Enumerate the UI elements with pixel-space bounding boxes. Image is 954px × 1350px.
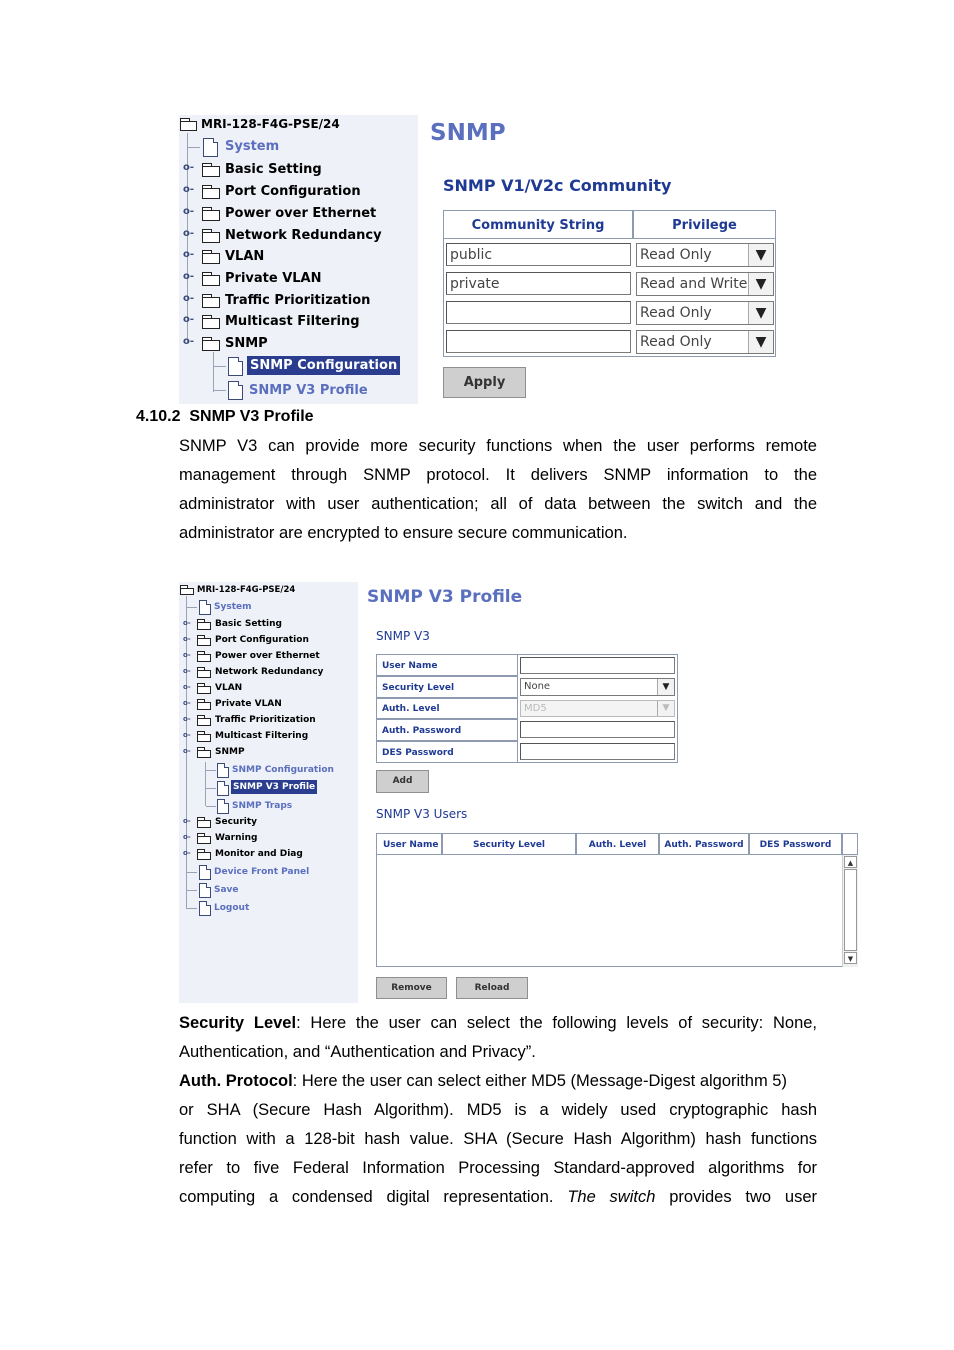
tree-item-logout[interactable]: Logout [214,903,250,913]
intro-paragraph [179,432,817,548]
folder-icon [197,651,211,662]
folder-icon [180,585,194,595]
tree-item-system[interactable]: System [225,139,280,154]
folder-icon [202,272,220,286]
folder-icon [202,294,220,308]
tree-item-multicast-filtering[interactable]: Multicast Filtering [215,731,309,741]
column-header: Auth. Level [576,833,659,855]
tree-item-power-over-ethernet[interactable]: Power over Ethernet [225,206,377,221]
paragraph-text: : Here the user can select the following levels of security: None, [296,1014,818,1032]
folder-icon [180,118,197,131]
page-icon [228,357,243,376]
page-icon [217,763,229,778]
privilege-value: Read Only [640,334,712,350]
tree-item-snmp[interactable]: SNMP [225,336,268,351]
user-name-label: User Name [376,654,518,676]
community-string-input[interactable] [446,301,631,324]
add-button[interactable]: Add [376,770,429,793]
tree-item-snmp-v3-profile[interactable]: SNMP V3 Profile [233,782,316,792]
tree-item-port-configuration[interactable]: Port Configuration [225,184,361,199]
privilege-value: Read Only [640,247,712,263]
column-header: Auth. Password [659,833,749,855]
chevron-down-icon[interactable]: ▼ [748,331,773,353]
folder-icon [197,849,211,860]
tree-item-snmp-v3-profile[interactable]: SNMP V3 Profile [249,383,368,398]
column-header: Community String [443,210,633,239]
auth-level-value: MD5 [524,703,547,714]
tree-root[interactable]: MRI-128-F4G-PSE/24 [201,117,340,131]
folder-icon [197,635,211,646]
paragraph-line: or SHA (Secure Hash Algorithm). MD5 is a widely used cryptographic hash [179,1101,817,1119]
scroll-up-icon[interactable]: ▲ [844,856,857,868]
section-title: SNMP V1/V2c Community [443,176,672,195]
auth-level-select[interactable] [520,700,675,717]
security-level-paragraph [179,1009,817,1067]
term-security-level: Security Level [179,1014,297,1032]
tree-item-snmp-traps[interactable]: SNMP Traps [232,801,293,811]
des-password-input[interactable] [520,743,675,760]
italic-text: The switch [567,1188,656,1206]
section-heading: 4.10.2 SNMP V3 Profile [136,408,314,425]
community-string-input[interactable]: private [446,272,631,295]
security-level-select[interactable] [520,678,675,696]
section-title: SNMP V3 [376,629,430,643]
security-level-value: None [524,681,551,692]
folder-open-icon [197,747,211,758]
page-title: SNMP [430,120,506,146]
auth-protocol-paragraph [179,1067,817,1212]
tree-item-warning[interactable]: Warning [215,833,258,843]
auth-password-input[interactable] [520,721,675,738]
column-header: DES Password [749,833,842,855]
folder-icon [197,699,211,710]
tree-item-network-redundancy[interactable]: Network Redundancy [225,228,382,243]
tree-item-multicast-filtering[interactable]: Multicast Filtering [225,314,360,329]
column-header: Security Level [442,833,576,855]
paragraph-line: administrator are encrypted to ensure secure communication. [179,524,628,542]
scroll-track[interactable] [844,869,857,951]
page-icon [199,901,211,916]
header-spacer [842,833,858,855]
folder-icon [197,715,211,726]
reload-button[interactable]: Reload [456,977,528,999]
paragraph-text: provides two user [669,1188,818,1206]
chevron-down-icon[interactable]: ▼ [748,302,773,324]
column-header: User Name [376,833,442,855]
folder-icon [197,817,211,828]
tree-root[interactable]: MRI-128-F4G-PSE/24 [197,585,296,595]
folder-icon [202,185,220,199]
tree-item-network-redundancy[interactable]: Network Redundancy [215,667,324,677]
scroll-down-icon[interactable]: ▼ [844,952,857,964]
privilege-value: Read and Write [640,276,748,292]
chevron-down-icon[interactable]: ▼ [748,273,773,295]
tree-item-private-vlan[interactable]: Private VLAN [215,699,282,709]
page-icon [217,799,229,814]
privilege-select[interactable] [636,330,774,354]
column-header: Privilege [633,210,776,239]
security-level-label: Security Level [376,676,518,698]
folder-icon [197,667,211,678]
page-icon [217,781,229,796]
folder-icon [202,250,220,264]
page-icon [199,883,211,898]
tree-item-traffic-prioritization[interactable]: Traffic Prioritization [215,715,316,725]
tree-item-snmp[interactable]: SNMP [215,747,245,757]
folder-icon [197,731,211,742]
paragraph-line: refer to five Federal Information Processing Standard-approved algorithms for [179,1159,817,1177]
privilege-select[interactable] [636,243,774,267]
tree-item-system[interactable]: System [214,602,252,612]
tree-item-vlan[interactable]: VLAN [215,683,243,693]
tree-item-basic-setting[interactable]: Basic Setting [225,162,322,177]
page-icon [199,865,211,880]
community-string-input[interactable] [446,330,631,353]
apply-button[interactable]: Apply [443,367,526,398]
tree-item-port-configuration[interactable]: Port Configuration [215,635,309,645]
community-string-input[interactable]: public [446,243,631,266]
term-auth-protocol: Auth. Protocol [179,1072,293,1090]
folder-icon [202,315,220,329]
chevron-down-icon[interactable]: ▼ [748,244,773,266]
folder-icon [202,163,220,177]
folder-open-icon [202,337,220,351]
remove-button[interactable]: Remove [376,977,447,999]
chevron-down-icon[interactable]: ▼ [657,679,674,695]
page-icon [199,600,211,615]
des-password-label: DES Password [376,741,518,763]
tree-item-save[interactable]: Save [214,885,239,895]
page-title: SNMP V3 Profile [367,587,523,607]
tree-item-snmp-configuration[interactable]: SNMP Configuration [232,765,334,775]
users-section-title: SNMP V3 Users [376,807,468,821]
tree-item-monitor-and-diag[interactable]: Monitor and Diag [215,849,303,859]
tree-item-traffic-prioritization[interactable]: Traffic Prioritization [225,293,371,308]
privilege-value: Read Only [640,305,712,321]
paragraph-line: management through SNMP protocol. It delivers SNMP information to the [179,466,817,484]
paragraph-text: computing a condensed digital representation. [179,1188,554,1206]
auth-level-label: Auth. Level [376,698,518,719]
vertical-scrollbar[interactable] [842,855,858,967]
tree-item-power-over-ethernet[interactable]: Power over Ethernet [215,651,320,661]
tree-item-snmp-configuration[interactable]: SNMP Configuration [247,356,400,375]
privilege-select[interactable] [636,272,774,296]
folder-icon [202,229,220,243]
privilege-select[interactable] [636,301,774,325]
paragraph-line: function with a 128-bit hash value. SHA (Secure Hash Algorithm) hash functions [179,1130,817,1148]
tree-item-private-vlan[interactable]: Private VLAN [225,271,322,286]
tree-item-security[interactable]: Security [215,817,258,827]
tree-item-basic-setting[interactable]: Basic Setting [215,619,282,629]
user-name-input[interactable] [520,657,675,674]
page-icon [203,138,218,157]
chevron-down-icon: ▼ [657,701,674,716]
page-icon [228,381,243,400]
folder-icon [202,207,220,221]
tree-item-device-front-panel[interactable]: Device Front Panel [214,867,310,877]
paragraph-line: administrator with user authentication; all of data between the switch and the [179,495,817,513]
tree-item-vlan[interactable]: VLAN [225,249,265,264]
folder-icon [197,619,211,630]
auth-password-label: Auth. Password [376,719,518,741]
folder-icon [197,683,211,694]
paragraph-text: : Here the user can select either MD5 (Message-Digest algorithm 5) [292,1072,787,1090]
paragraph-line: Authentication, and “Authentication and Privacy”. [179,1043,536,1061]
paragraph-line: SNMP V3 can provide more security functions when the user performs remote [179,437,817,455]
folder-icon [197,833,211,844]
